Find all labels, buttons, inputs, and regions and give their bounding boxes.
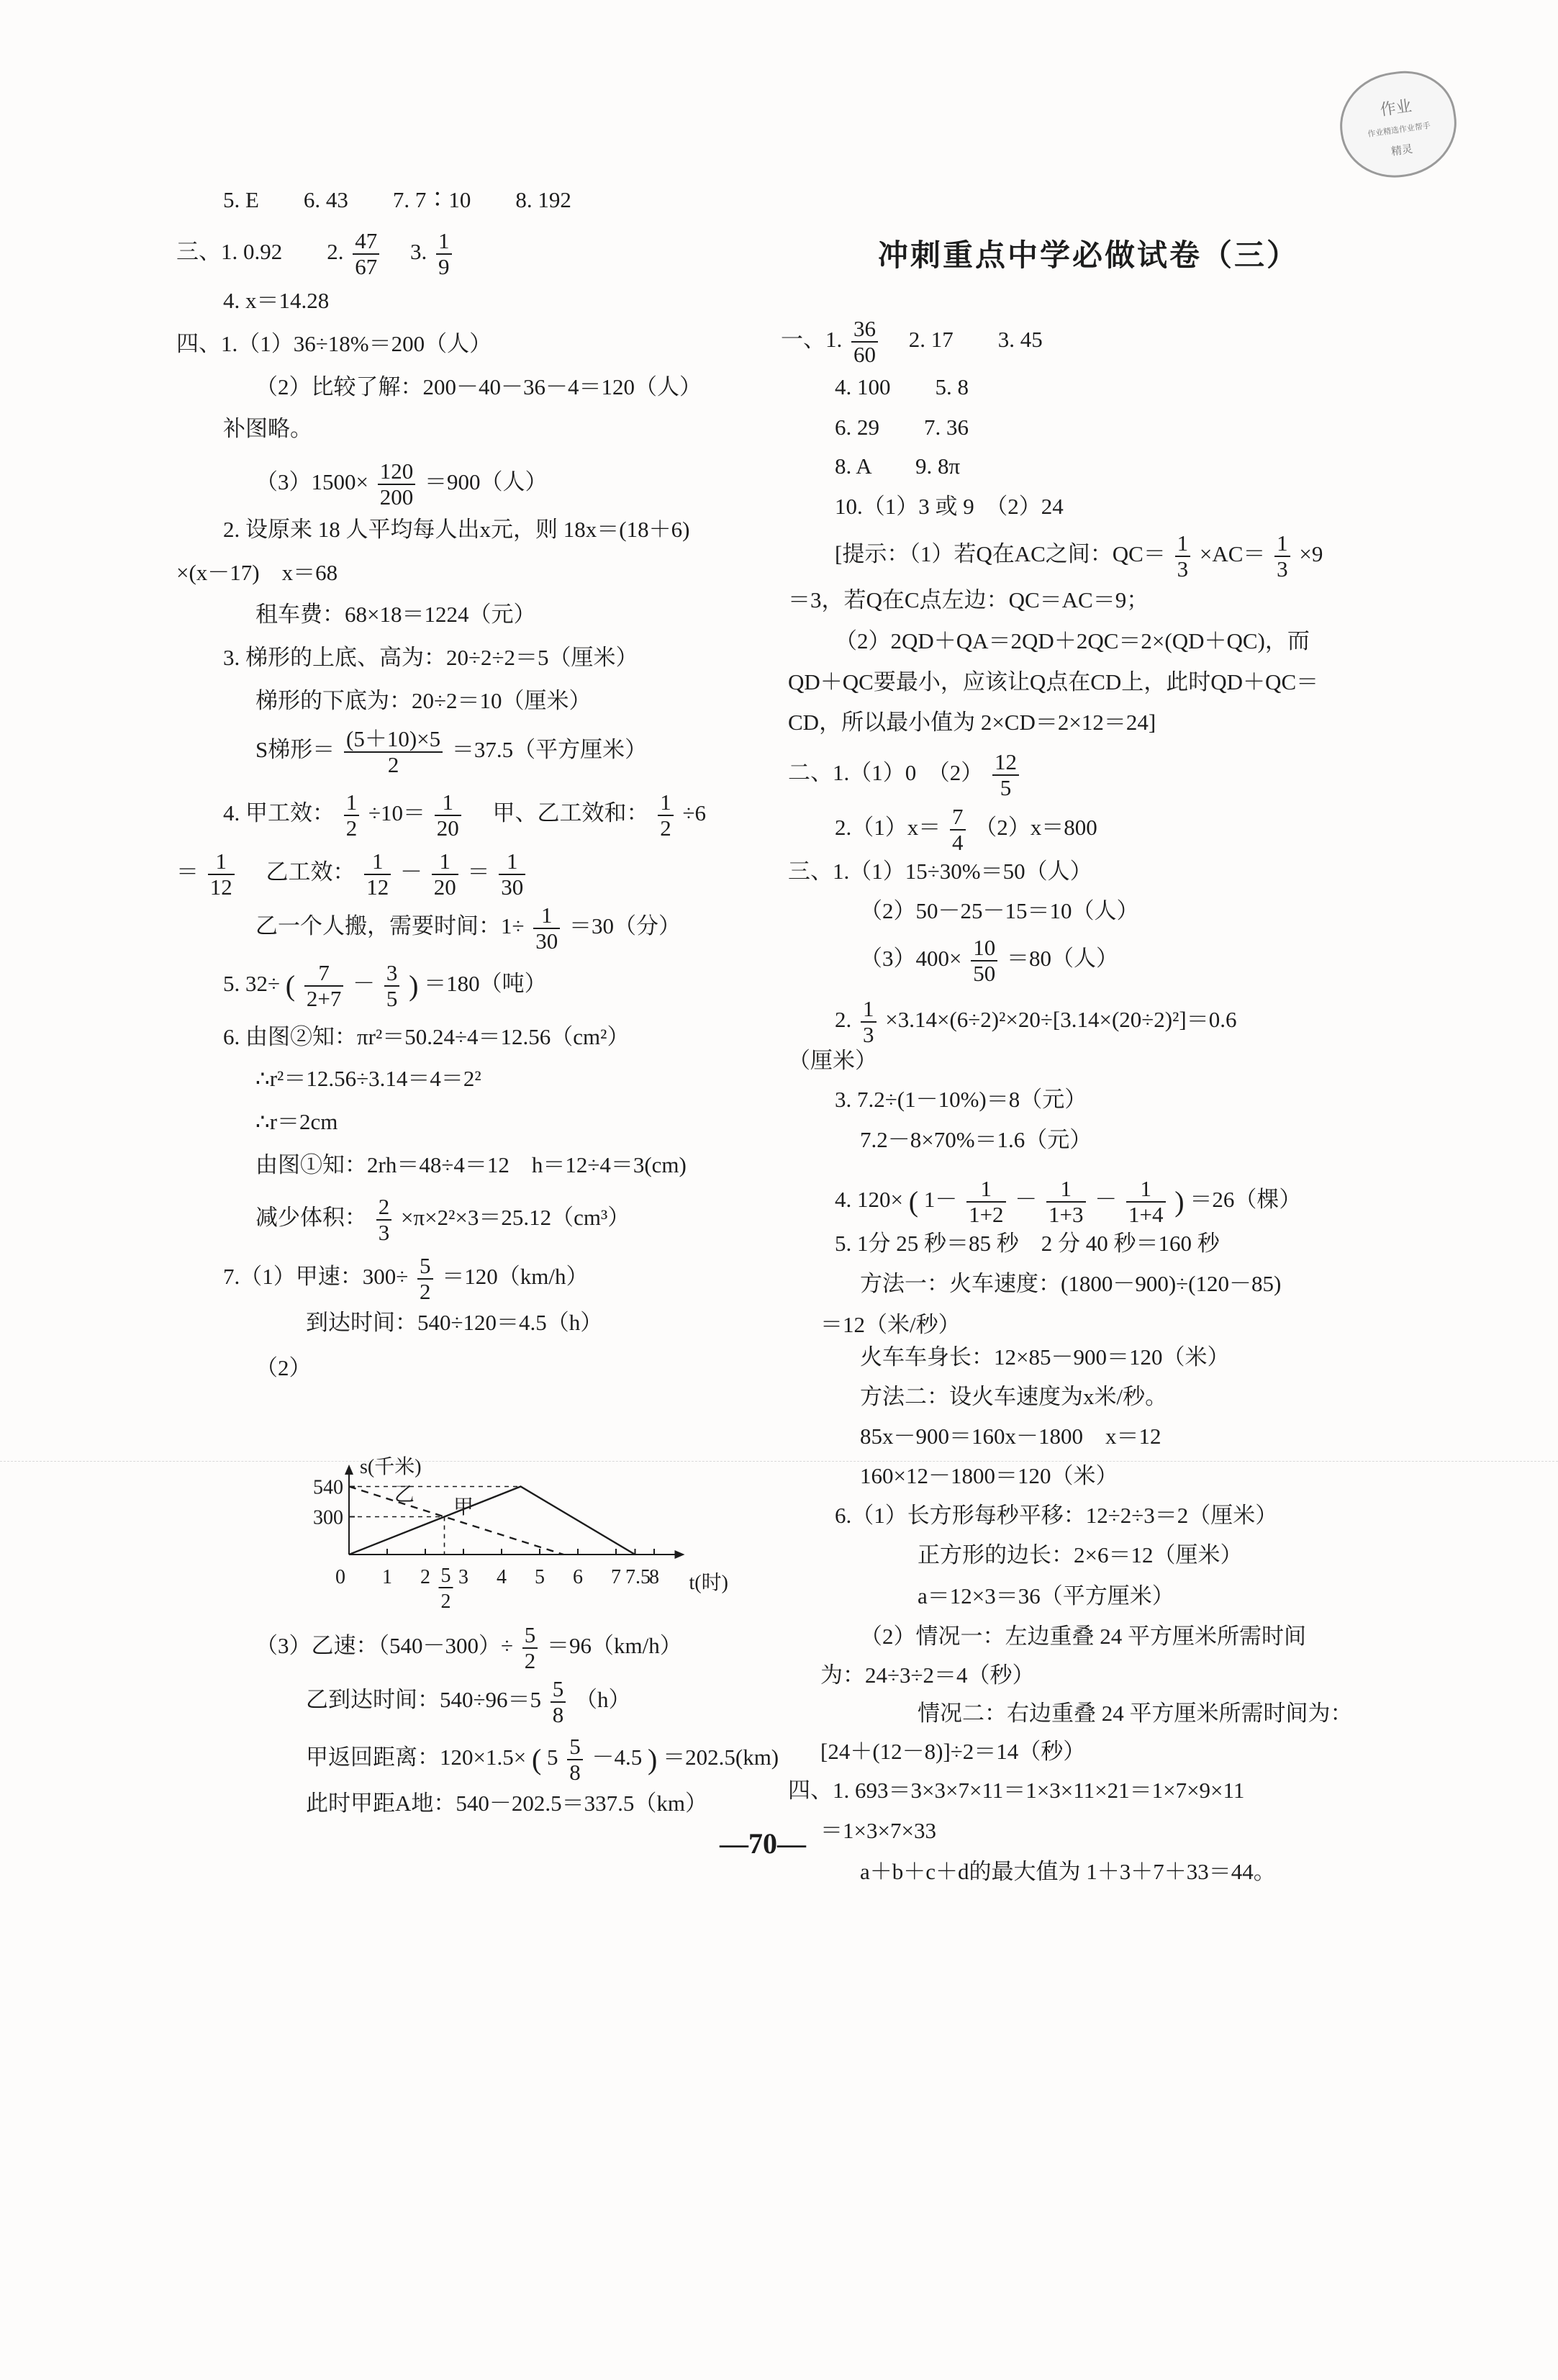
answer-text: ＝96（km/h） bbox=[547, 1633, 682, 1659]
answer-text: 减少体积： bbox=[255, 1205, 367, 1231]
stamp-bottom-text: 精灵 bbox=[1390, 142, 1414, 158]
answer-text: ＝30（分） bbox=[569, 913, 681, 939]
numerator: 1 bbox=[658, 790, 674, 816]
numerator: 12 bbox=[992, 750, 1019, 776]
fraction bbox=[851, 317, 878, 367]
denominator: 2 bbox=[345, 815, 358, 841]
answer-line: 6.（1）长方形每秒平移：12÷2÷3＝2（厘米） bbox=[835, 1503, 1278, 1528]
answer-line bbox=[781, 317, 1043, 367]
answer-line bbox=[255, 903, 681, 954]
series-line-jia bbox=[349, 1487, 635, 1555]
numerator: 1 bbox=[533, 903, 560, 929]
answer-text: 乙工效： bbox=[243, 859, 355, 885]
answer-line bbox=[223, 790, 706, 841]
answer-line: （2）50－25－15＝10（人） bbox=[860, 898, 1139, 923]
numerator: 1 bbox=[966, 1177, 1005, 1203]
answer-line: QD＋QC要最小，应该让Q点在CD上，此时QD＋QC＝ bbox=[788, 669, 1319, 694]
x-tick-label: 4 bbox=[497, 1566, 507, 1588]
numerator: 5 bbox=[417, 1254, 433, 1280]
answer-line: （2）情况一：左边重叠 24 平方厘米所需时间 bbox=[860, 1624, 1306, 1649]
fraction bbox=[435, 790, 461, 841]
answer-line bbox=[255, 1195, 630, 1245]
answer-line: 6. 29 7. 36 bbox=[835, 415, 969, 440]
denominator: 200 bbox=[379, 484, 414, 510]
answer-line: 6. 由图②知：πr²＝50.24÷4＝12.56（cm²） bbox=[223, 1024, 630, 1049]
answer-line bbox=[176, 229, 456, 279]
fraction bbox=[353, 229, 379, 279]
series-label-yi: 乙 bbox=[394, 1483, 415, 1506]
right-paren: ) bbox=[648, 1743, 658, 1776]
fraction bbox=[861, 997, 877, 1047]
answer-line: 8. A 9. 8π bbox=[835, 453, 961, 479]
right-paren: ) bbox=[1174, 1185, 1185, 1218]
left-paren: ( bbox=[531, 1743, 542, 1776]
fraction bbox=[971, 936, 997, 986]
x-tick-label: 8 bbox=[649, 1566, 659, 1588]
answer-line: 租车费：68×18＝1224（元） bbox=[255, 602, 536, 627]
answer-text: 三、1. 0.92 2. bbox=[176, 239, 344, 265]
fraction bbox=[208, 849, 235, 900]
fraction bbox=[344, 790, 360, 841]
answer-text: （2）x＝800 bbox=[974, 815, 1097, 841]
fraction bbox=[432, 849, 458, 900]
answer-line: 4. 100 5. 8 bbox=[835, 374, 969, 399]
denominator: 20 bbox=[433, 874, 456, 900]
answer-text: － bbox=[400, 859, 422, 885]
fraction bbox=[1126, 1177, 1165, 1227]
homework-stamp bbox=[1333, 64, 1464, 184]
answer-line: ＝12（米/秒） bbox=[820, 1312, 961, 1337]
answer-text: （3）1500× bbox=[255, 469, 368, 495]
answer-line: （2）比较了解：200－40－36－4＝120（人） bbox=[255, 374, 702, 399]
fraction bbox=[533, 903, 560, 954]
answer-text: 2.（1）x＝ bbox=[835, 815, 941, 841]
answer-text: 5. 32÷ bbox=[223, 971, 281, 997]
answer-text: 5 bbox=[547, 1745, 558, 1770]
y-tick-label: 300 bbox=[313, 1506, 343, 1529]
answer-text: ×π×2²×3＝25.12（cm³） bbox=[401, 1205, 630, 1231]
answer-text: ＝37.5（平方厘米） bbox=[451, 737, 648, 763]
answer-text: 1－ bbox=[923, 1187, 958, 1213]
answer-line: 情况二：右边重叠 24 平方厘米所需时间为： bbox=[918, 1701, 1353, 1726]
chart-plot bbox=[313, 1455, 728, 1613]
answer-line: （厘米） bbox=[788, 1048, 877, 1073]
numerator: 1 bbox=[1126, 1177, 1165, 1203]
answer-line bbox=[835, 805, 1097, 855]
denominator: 4 bbox=[952, 830, 964, 856]
answer-text: ＝202.5(km) bbox=[663, 1745, 779, 1770]
numerator: 1 bbox=[861, 997, 877, 1023]
x-tick-label: 5 bbox=[535, 1566, 545, 1588]
numerator: 2 bbox=[376, 1195, 392, 1221]
answer-text: ＝ bbox=[467, 859, 490, 885]
numerator: 10 bbox=[971, 936, 997, 961]
fraction bbox=[417, 1254, 433, 1304]
answer-line: ＝3，若Q在C点左边：QC＝AC＝9； bbox=[788, 587, 1149, 612]
denominator: 3 bbox=[1177, 556, 1189, 582]
answer-text: － bbox=[1095, 1187, 1118, 1213]
answer-line: 火车车身长：12×85－900＝120（米） bbox=[860, 1344, 1230, 1370]
denominator: 1+3 bbox=[1049, 1202, 1084, 1228]
denominator: 20 bbox=[436, 815, 459, 841]
fraction bbox=[378, 459, 416, 510]
answer-text: ＝ bbox=[176, 859, 199, 885]
y-axis-arrow bbox=[345, 1465, 353, 1475]
answer-line: 2. 设原来 18 人平均每人出x元，则 18x＝(18＋6) bbox=[223, 517, 690, 542]
answer-text: （3）乙速：（540－300）÷ bbox=[255, 1633, 514, 1659]
answer-line bbox=[835, 997, 1237, 1047]
denominator: 2 bbox=[660, 815, 671, 841]
answer-line: （2） bbox=[255, 1355, 312, 1380]
answer-text: 2. bbox=[835, 1007, 852, 1033]
x-fraction-tick-numerator: 5 bbox=[440, 1565, 451, 1587]
answer-text: （h） bbox=[575, 1687, 631, 1713]
denominator: 67 bbox=[355, 254, 378, 280]
fraction bbox=[304, 961, 343, 1011]
fraction bbox=[966, 1177, 1005, 1227]
numerator: 1 bbox=[208, 849, 235, 875]
answer-line bbox=[306, 1677, 631, 1727]
denominator: 1+2 bbox=[969, 1202, 1004, 1228]
answer-line: 三、1.（1）15÷30%＝50（人） bbox=[788, 859, 1092, 884]
answer-line bbox=[835, 531, 1323, 582]
answer-text: ＝80（人） bbox=[1006, 946, 1118, 972]
numerator: 1 bbox=[435, 790, 461, 816]
denominator: 12 bbox=[366, 874, 389, 900]
fraction bbox=[1046, 1177, 1085, 1227]
answer-line: 正方形的边长：2×6＝12（厘米） bbox=[918, 1542, 1243, 1567]
left-paren: ( bbox=[908, 1185, 919, 1218]
fraction bbox=[522, 1623, 538, 1673]
fraction bbox=[551, 1677, 566, 1727]
numerator: 1 bbox=[344, 790, 360, 816]
numerator: 1 bbox=[1274, 531, 1290, 557]
fraction bbox=[376, 1195, 392, 1245]
distance-time-chart bbox=[255, 1339, 728, 1613]
numerator: 5 bbox=[551, 1677, 566, 1703]
answer-line bbox=[860, 936, 1118, 986]
x-axis-arrow bbox=[675, 1550, 685, 1559]
answer-text: 4. 120× bbox=[835, 1187, 903, 1213]
answer-line: 7.2－8×70%＝1.6（元） bbox=[860, 1127, 1092, 1152]
answer-text: 一、1. bbox=[781, 327, 843, 353]
fraction bbox=[344, 727, 443, 777]
answer-line bbox=[788, 750, 1023, 800]
numerator: 1 bbox=[432, 849, 458, 875]
fraction bbox=[436, 229, 452, 279]
answer-line bbox=[306, 1734, 779, 1785]
answer-text: ＝180（吨） bbox=[424, 971, 547, 997]
answer-line: 10.（1）3 或 9 （2）24 bbox=[835, 494, 1064, 519]
answer-line bbox=[255, 1623, 682, 1673]
denominator: 60 bbox=[853, 342, 876, 368]
numerator: 1 bbox=[364, 849, 391, 875]
answer-text: 4. 甲工效： bbox=[223, 800, 335, 826]
numerator: 5 bbox=[522, 1623, 538, 1649]
answer-line: 5. E 6. 43 7. 7∶10 8. 192 bbox=[223, 187, 571, 212]
answer-line bbox=[255, 459, 547, 510]
answer-line: ＝1×3×7×33 bbox=[820, 1818, 936, 1843]
answer-text: 乙一个人搬，需要时间：1÷ bbox=[255, 913, 525, 939]
denominator: 30 bbox=[535, 928, 558, 954]
answer-line: 方法二：设火车速度为x米/秒。 bbox=[860, 1384, 1168, 1409]
answer-text: ＝120（km/h） bbox=[442, 1264, 589, 1290]
numerator: (5＋10)×5 bbox=[344, 727, 443, 753]
answer-line: 方法一：火车速度：(1800－900)÷(120－85) bbox=[860, 1271, 1282, 1296]
numerator: 36 bbox=[851, 317, 878, 343]
answer-line bbox=[835, 1177, 1301, 1227]
answer-line: [24＋(12－8)]÷2＝14（秒） bbox=[820, 1739, 1086, 1764]
answer-line: 到达时间：540÷120＝4.5（h） bbox=[306, 1310, 603, 1335]
answer-text: 3. bbox=[410, 239, 427, 265]
answer-line: a＝12×3＝36（平方厘米） bbox=[918, 1583, 1174, 1608]
page-title: 冲刺重点中学必做试卷（三） bbox=[878, 237, 1300, 273]
denominator: 8 bbox=[552, 1702, 564, 1728]
answer-line: 3. 7.2÷(1－10%)＝8（元） bbox=[835, 1087, 1087, 1112]
numerator: 1 bbox=[1175, 531, 1191, 557]
fraction bbox=[658, 790, 674, 841]
x-axis-label: t(时) bbox=[689, 1572, 728, 1594]
answer-text: ×9 bbox=[1299, 541, 1323, 567]
answer-text: 乙到达时间：540÷96＝5 bbox=[306, 1687, 542, 1713]
answer-line: 85x－900＝160x－1800 x＝12 bbox=[860, 1424, 1161, 1449]
numerator: 7 bbox=[950, 805, 966, 831]
answer-line: 补图略。 bbox=[223, 416, 312, 441]
numerator: 3 bbox=[384, 961, 400, 987]
denominator: 8 bbox=[569, 1760, 581, 1786]
answer-line: 为：24÷3÷2＝4（秒） bbox=[820, 1662, 1035, 1688]
x-tick-label: 7.5 bbox=[625, 1566, 651, 1588]
answer-line: ∴r²＝12.56÷3.14＝4＝2² bbox=[255, 1066, 481, 1091]
answer-text: [提示：（1）若Q在AC之间：QC＝ bbox=[835, 541, 1166, 567]
x-tick-label: 0 bbox=[335, 1566, 345, 1588]
stamp-middle-text: 作业精选作业帮手 bbox=[1367, 120, 1431, 139]
answer-text: S梯形＝ bbox=[255, 737, 335, 763]
answer-line bbox=[223, 1254, 589, 1304]
answer-text: 7.（1）甲速：300÷ bbox=[223, 1264, 409, 1290]
left-paren: ( bbox=[285, 969, 296, 1003]
x-tick-label: 1 bbox=[382, 1566, 392, 1588]
stamp-top-text: 作业 bbox=[1379, 97, 1413, 120]
answer-line: 此时甲距A地：540－202.5＝337.5（km） bbox=[306, 1791, 707, 1816]
numerator: 5 bbox=[567, 1734, 583, 1760]
answer-text: 甲返回距离：120×1.5× bbox=[306, 1745, 527, 1770]
answer-line: 160×12－1800＝120（米） bbox=[860, 1463, 1118, 1488]
answer-text: ×AC＝ bbox=[1199, 541, 1266, 567]
numerator: 120 bbox=[378, 459, 416, 485]
denominator: 30 bbox=[501, 874, 524, 900]
fraction bbox=[364, 849, 391, 900]
denominator: 2 bbox=[420, 1279, 431, 1305]
answer-line bbox=[255, 727, 647, 777]
denominator: 12 bbox=[209, 874, 232, 900]
right-paren: ) bbox=[409, 969, 419, 1003]
answer-text: ＝900（人） bbox=[424, 469, 548, 495]
answer-line: a＋b＋c＋d的最大值为 1＋3＋7＋33＝44。 bbox=[860, 1859, 1276, 1884]
denominator: 1+4 bbox=[1128, 1202, 1164, 1228]
answer-line: ∴r＝2cm bbox=[255, 1109, 338, 1134]
denominator: 2 bbox=[387, 752, 399, 778]
fraction bbox=[499, 849, 525, 900]
answer-text: － bbox=[353, 971, 376, 997]
answer-line: CD，所以最小值为 2×CD＝2×12＝24] bbox=[788, 710, 1156, 735]
numerator: 1 bbox=[1046, 1177, 1085, 1203]
y-axis-label: s(千米) bbox=[360, 1456, 422, 1478]
x-tick-label: 7 bbox=[611, 1566, 621, 1588]
numerator: 7 bbox=[304, 961, 343, 987]
answer-line: 3. 梯形的上底、高为：20÷2÷2＝5（厘米） bbox=[223, 645, 638, 670]
fraction bbox=[1175, 531, 1191, 582]
answer-line: 四、1.（1）36÷18%＝200（人） bbox=[176, 331, 492, 356]
denominator: 5 bbox=[1000, 775, 1012, 801]
answer-text: ÷10＝ bbox=[368, 800, 426, 826]
page-number: —70— bbox=[720, 1827, 806, 1860]
numerator: 47 bbox=[353, 229, 379, 255]
x-fraction-tick-denominator: 2 bbox=[440, 1591, 451, 1613]
answer-text: （3）400× bbox=[860, 946, 962, 972]
answer-line: （2）2QD＋QA＝2QD＋2QC＝2×(QD＋QC)，而 bbox=[835, 628, 1310, 653]
answer-line: 4. x＝14.28 bbox=[223, 288, 330, 313]
fraction bbox=[992, 750, 1019, 800]
denominator: 3 bbox=[1277, 556, 1288, 582]
numerator: 1 bbox=[499, 849, 525, 875]
fraction bbox=[384, 961, 400, 1011]
fraction bbox=[567, 1734, 583, 1785]
numerator: 1 bbox=[436, 229, 452, 255]
answer-text: 二、1.（1）0 （2） bbox=[788, 760, 984, 786]
denominator: 2 bbox=[524, 1648, 536, 1674]
answer-line: 由图①知：2rh＝48÷4＝12 h＝12÷4＝3(cm) bbox=[255, 1152, 687, 1177]
answer-text: －4.5 bbox=[592, 1745, 643, 1770]
answer-line: ×(x－17) x＝68 bbox=[176, 560, 338, 585]
answer-line: 5. 1分 25 秒＝85 秒 2 分 40 秒＝160 秒 bbox=[835, 1231, 1220, 1256]
x-tick-label: 3 bbox=[458, 1566, 468, 1588]
answer-text: ×3.14×(6÷2)²×20÷[3.14×(20÷2)²]＝0.6 bbox=[885, 1007, 1237, 1033]
fraction bbox=[950, 805, 966, 855]
answer-line bbox=[223, 961, 547, 1011]
page-fold-line bbox=[0, 1461, 1558, 1462]
answer-line: 梯形的下底为：20÷2＝10（厘米） bbox=[255, 688, 592, 713]
fraction bbox=[1274, 531, 1290, 582]
answer-text: 2. 17 3. 45 bbox=[908, 327, 1043, 353]
answer-line bbox=[176, 849, 529, 900]
denominator: 50 bbox=[973, 961, 996, 987]
answer-line: 四、1. 693＝3×3×7×11＝1×3×11×21＝1×7×9×11 bbox=[788, 1778, 1245, 1803]
y-tick-label: 540 bbox=[313, 1476, 343, 1499]
series-label-jia: 甲 bbox=[453, 1496, 474, 1519]
denominator: 3 bbox=[863, 1022, 874, 1048]
denominator: 5 bbox=[386, 986, 398, 1012]
denominator: 3 bbox=[378, 1220, 390, 1246]
denominator: 2+7 bbox=[306, 986, 342, 1012]
x-tick-label: 2 bbox=[420, 1566, 430, 1588]
denominator: 9 bbox=[438, 254, 450, 280]
x-tick-label: 6 bbox=[573, 1566, 583, 1588]
answer-text: ÷6 bbox=[682, 800, 707, 826]
answer-text: 甲、乙工效和： bbox=[470, 800, 649, 826]
answer-text: ＝26（棵） bbox=[1190, 1187, 1302, 1213]
answer-text: － bbox=[1015, 1187, 1038, 1213]
